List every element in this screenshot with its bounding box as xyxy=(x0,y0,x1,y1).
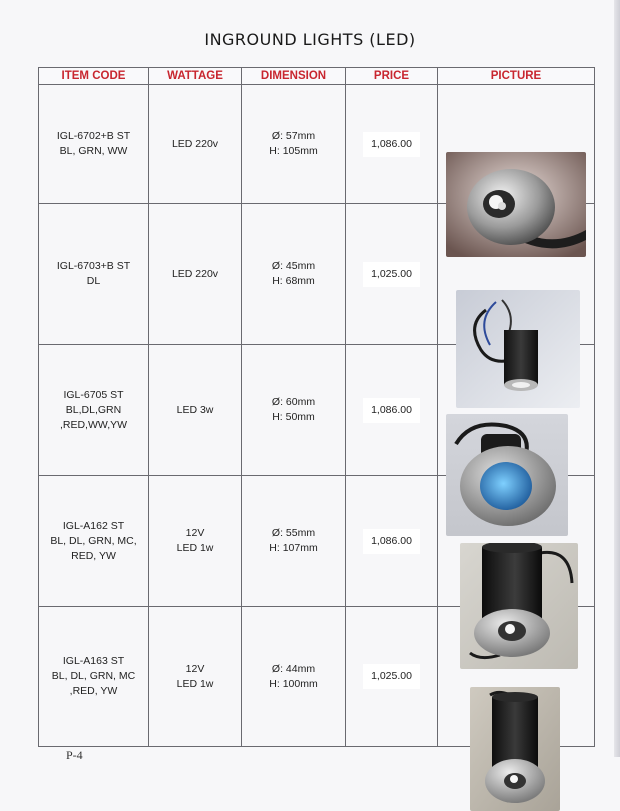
item-code-cell xyxy=(39,85,149,204)
item-code-line: BL,DL,GRN xyxy=(65,403,122,416)
price-cell xyxy=(346,476,438,607)
dimension-line: Ø: 57mm xyxy=(271,130,316,142)
item-code-line: IGL-A163 ST xyxy=(62,655,125,667)
page-number: P-4 xyxy=(66,748,83,762)
wattage-cell xyxy=(149,204,242,345)
dimension-line: H: 100mm xyxy=(269,677,318,690)
price-value: 1,086.00 xyxy=(363,529,420,554)
price-value: 1,086.00 xyxy=(363,398,420,423)
dimension-cell xyxy=(242,476,346,607)
item-code-cell xyxy=(39,476,149,607)
wattage-cell xyxy=(149,607,242,747)
item-code-line: BL, DL, GRN, MC xyxy=(51,670,136,682)
table-header-row xyxy=(39,68,595,85)
dimension-line: H: 50mm xyxy=(272,411,315,423)
header-dimension: DIMENSION xyxy=(242,68,346,85)
product-table xyxy=(38,67,595,747)
item-code-line: IGL-6705 ST xyxy=(63,388,124,401)
page-title: INGROUND LIGHTS (LED) xyxy=(204,30,416,49)
dimension-cell xyxy=(242,345,346,476)
dimension-cell xyxy=(242,607,346,747)
item-code-line: IGL-6703+B ST xyxy=(56,260,131,272)
header-wattage: WATTAGE xyxy=(149,68,242,85)
dimension-line: H: 68mm xyxy=(272,275,315,287)
cylinder-led-light-with-cable-photo xyxy=(456,290,580,408)
item-code-line: RED, YW xyxy=(71,549,116,562)
slim-cylinder-led-light-photo xyxy=(470,687,560,811)
wattage-line: 12V xyxy=(185,662,205,675)
wattage-line: LED 3w xyxy=(176,403,214,416)
item-code-cell xyxy=(39,345,149,476)
price-value: 1,025.00 xyxy=(363,664,420,689)
item-code-cell xyxy=(39,204,149,345)
table-row xyxy=(39,85,595,204)
tall-cylinder-led-light-photo xyxy=(460,543,578,669)
blue-led-recessed-light-photo xyxy=(446,414,568,536)
header-picture: PICTURE xyxy=(438,68,595,85)
dimension-line: Ø: 55mm xyxy=(271,527,316,539)
price-cell xyxy=(346,345,438,476)
item-code-line: ,RED, YW xyxy=(69,685,118,697)
item-code-cell xyxy=(39,607,149,747)
dimension-line: Ø: 60mm xyxy=(271,396,316,408)
wattage-line: 12V xyxy=(185,527,205,539)
dimension-cell xyxy=(242,204,346,345)
wattage-cell xyxy=(149,345,242,476)
item-code-line: IGL-A162 ST xyxy=(62,519,125,532)
dimension-cell xyxy=(242,85,346,204)
item-code-line: DL xyxy=(86,275,101,287)
wattage-line: LED 220v xyxy=(171,137,219,150)
page-edge xyxy=(614,0,620,757)
dimension-line: H: 105mm xyxy=(269,145,318,157)
wattage-line: LED 1w xyxy=(176,677,214,690)
flush-disc-led-light-photo xyxy=(446,152,586,257)
header-price: PRICE xyxy=(346,68,438,85)
price-cell xyxy=(346,204,438,345)
item-code-line: BL, DL, GRN, MC, xyxy=(50,534,137,547)
item-code-line: IGL-6702+B ST xyxy=(56,130,131,142)
header-item-code: ITEM CODE xyxy=(39,68,149,85)
wattage-cell xyxy=(149,85,242,204)
dimension-line: Ø: 45mm xyxy=(271,260,316,272)
dimension-line: H: 107mm xyxy=(269,542,318,554)
dimension-line: Ø: 44mm xyxy=(271,662,316,675)
wattage-line: LED 1w xyxy=(176,542,214,554)
price-cell xyxy=(346,85,438,204)
wattage-line: LED 220v xyxy=(171,267,219,280)
price-value: 1,086.00 xyxy=(363,132,420,157)
picture-cell xyxy=(438,85,595,204)
item-code-line: ,RED,WW,YW xyxy=(59,418,128,431)
item-code-line: BL, GRN, WW xyxy=(59,145,128,157)
price-cell xyxy=(346,607,438,747)
wattage-cell xyxy=(149,476,242,607)
price-value: 1,025.00 xyxy=(363,262,420,287)
